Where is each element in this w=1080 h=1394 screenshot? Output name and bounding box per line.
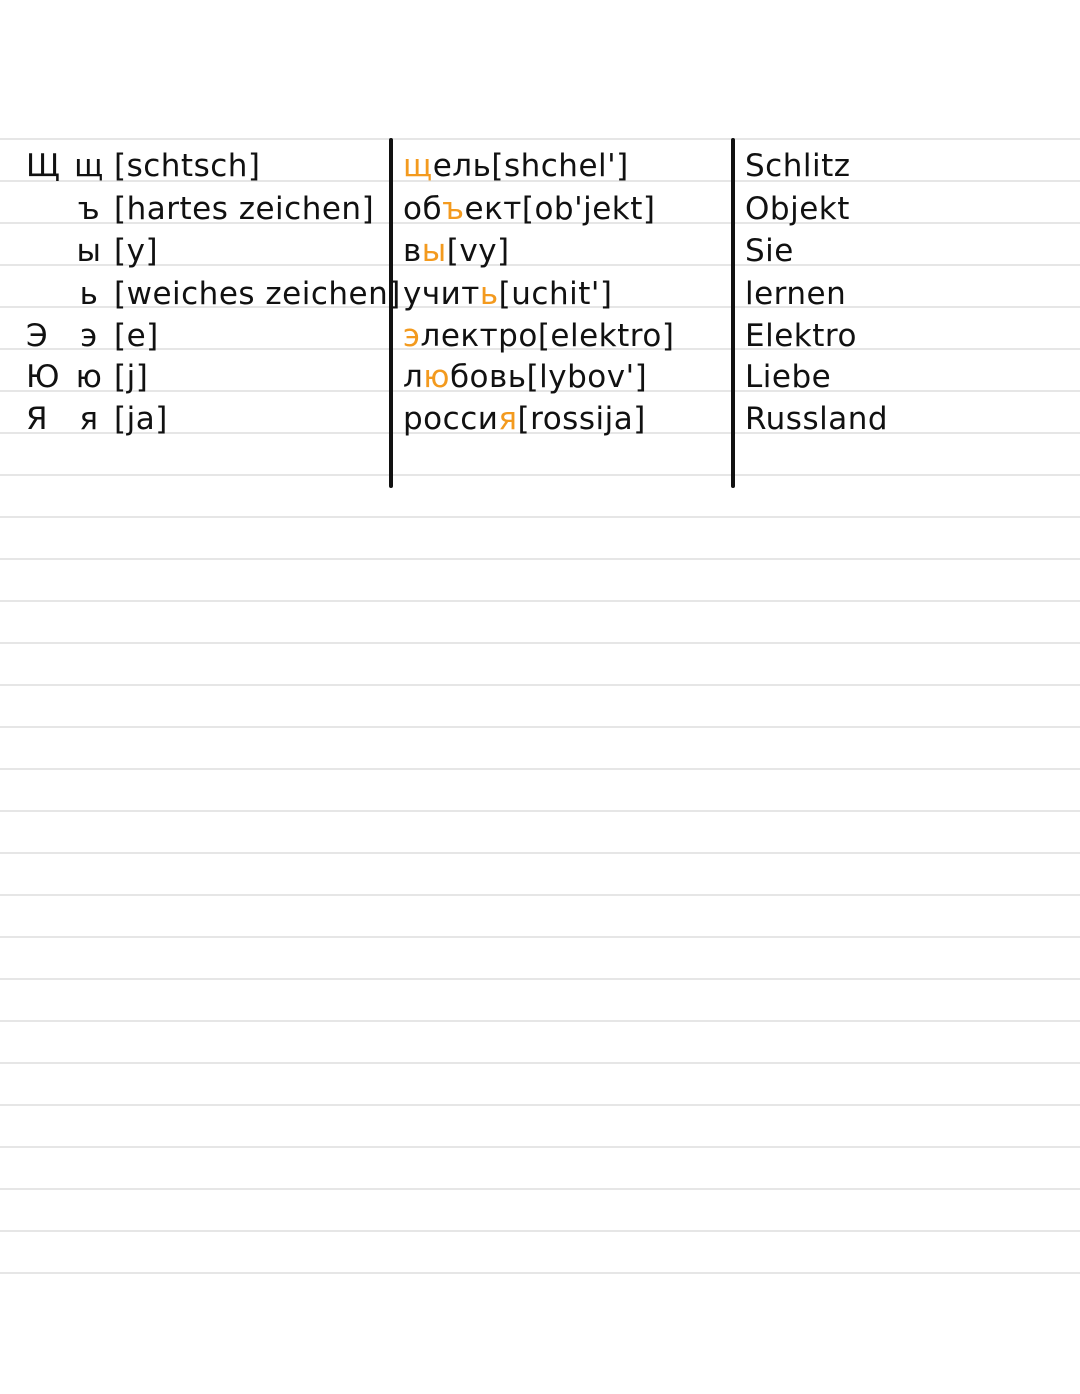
example-word-suffix: ект	[464, 191, 522, 227]
rule-line	[0, 1020, 1080, 1022]
example-word-prefix: л	[403, 359, 424, 395]
example-word	[403, 145, 723, 187]
german-meaning: lernen	[745, 276, 847, 312]
rule-line	[0, 852, 1080, 854]
example-word	[403, 273, 723, 315]
rule-line	[0, 978, 1080, 980]
table-row	[0, 230, 1080, 272]
sound-notation: [weiches zeichen]	[114, 276, 401, 312]
table-row	[0, 315, 1080, 357]
example-word	[403, 188, 723, 230]
highlighted-letter: ь	[479, 276, 499, 312]
example-word-prefix: учит	[403, 276, 480, 312]
rule-line	[0, 516, 1080, 518]
rule-line	[0, 768, 1080, 770]
uppercase-letter	[26, 230, 68, 272]
example-word	[403, 398, 723, 440]
transcription: [ob'jekt]	[521, 191, 656, 227]
german-meaning: Objekt	[745, 191, 850, 227]
table-row	[0, 145, 1080, 187]
uppercase-letter: Ю	[26, 359, 60, 395]
german-meaning: Schlitz	[745, 148, 851, 184]
lowercase-letter: ы	[76, 233, 102, 269]
lowercase-letter: я	[79, 401, 99, 437]
uppercase-letter: Я	[26, 401, 49, 437]
sound-notation: [schtsch]	[114, 148, 261, 184]
alphabet-notes-table	[0, 0, 1080, 500]
table-row	[0, 398, 1080, 440]
lowercase-letter: ъ	[77, 191, 101, 227]
transcription: [vy]	[446, 233, 510, 269]
highlighted-letter: э	[403, 318, 421, 354]
example-word-prefix: об	[403, 191, 443, 227]
rule-line	[0, 726, 1080, 728]
example-word-suffix: бовь	[449, 359, 527, 395]
sound-notation: [hartes zeichen]	[114, 191, 375, 227]
transcription: [elektro]	[537, 318, 675, 354]
german-meaning: Liebe	[745, 359, 832, 395]
example-word-suffix: лектро	[420, 318, 538, 354]
example-word-suffix: ель	[432, 148, 492, 184]
highlighted-letter: ю	[423, 359, 450, 395]
transcription: [rossija]	[517, 401, 646, 437]
transcription: [shchel']	[491, 148, 629, 184]
rule-line	[0, 1062, 1080, 1064]
rule-line	[0, 1272, 1080, 1274]
rule-line	[0, 936, 1080, 938]
uppercase-letter: Э	[26, 318, 49, 354]
transcription: [lybov']	[526, 359, 648, 395]
table-row	[0, 188, 1080, 230]
transcription: [uchit']	[498, 276, 613, 312]
lowercase-letter: щ	[74, 148, 104, 184]
rule-line	[0, 684, 1080, 686]
example-word-prefix: росси	[403, 401, 499, 437]
rule-line	[0, 1188, 1080, 1190]
table-row	[0, 273, 1080, 315]
example-word	[403, 315, 723, 357]
sound-notation: [j]	[114, 359, 149, 395]
uppercase-letter	[26, 188, 68, 230]
rule-line	[0, 810, 1080, 812]
uppercase-letter	[26, 273, 68, 315]
lowercase-letter: э	[80, 318, 98, 354]
example-word	[403, 356, 723, 398]
german-meaning: Sie	[745, 233, 794, 269]
lowercase-letter: ь	[79, 276, 99, 312]
example-word-prefix: в	[403, 233, 422, 269]
table-row	[0, 356, 1080, 398]
german-meaning: Elektro	[745, 318, 857, 354]
german-meaning: Russland	[745, 401, 889, 437]
sound-notation: [e]	[114, 318, 159, 354]
rule-line	[0, 642, 1080, 644]
example-word	[403, 230, 723, 272]
sound-notation: [ja]	[114, 401, 168, 437]
highlighted-letter: я	[498, 401, 518, 437]
rule-line	[0, 558, 1080, 560]
lowercase-letter: ю	[75, 359, 103, 395]
rule-line	[0, 600, 1080, 602]
rule-line	[0, 1230, 1080, 1232]
highlighted-letter: ы	[421, 233, 447, 269]
uppercase-letter: Щ	[26, 148, 61, 184]
sound-notation: [y]	[114, 233, 159, 269]
highlighted-letter: щ	[403, 148, 433, 184]
rule-line	[0, 1104, 1080, 1106]
rule-line	[0, 894, 1080, 896]
rule-line	[0, 1146, 1080, 1148]
highlighted-letter: ъ	[442, 191, 465, 227]
